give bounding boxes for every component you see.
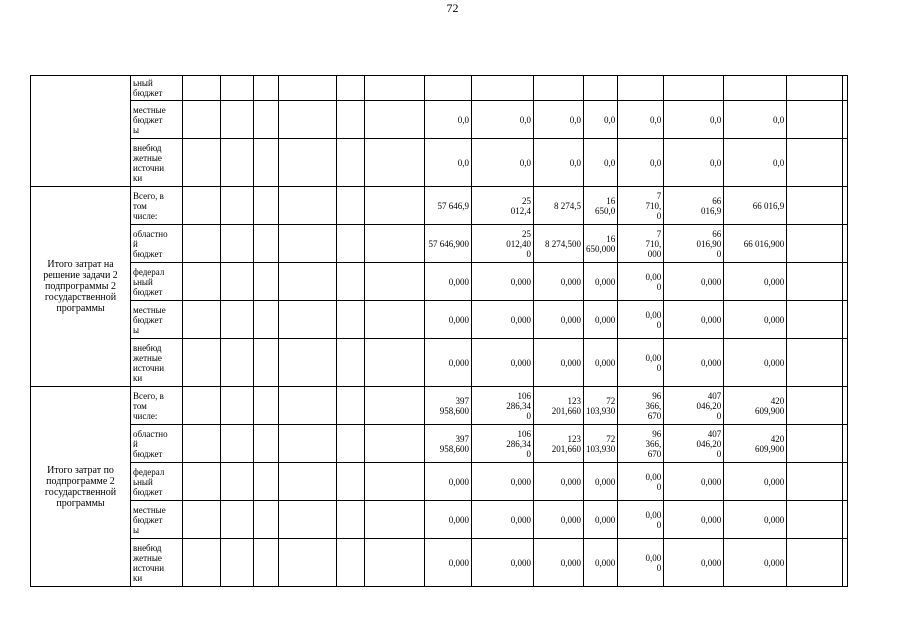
- value-cell: 407 046,20 0: [664, 387, 724, 425]
- empty-cell: [365, 263, 425, 301]
- empty-cell: [254, 463, 279, 501]
- empty-cell: [221, 387, 254, 425]
- empty-cell: [254, 387, 279, 425]
- empty-cell: [787, 339, 843, 387]
- empty-cell: [183, 539, 221, 587]
- value-cell: 0,000: [534, 463, 584, 501]
- empty-cell: [787, 425, 843, 463]
- value-cell: 0,00 0: [618, 539, 664, 587]
- value-cell: 420 609,900: [724, 387, 787, 425]
- empty-cell: [254, 187, 279, 225]
- empty-cell: [365, 463, 425, 501]
- empty-cell: [843, 501, 848, 539]
- empty-cell: [221, 76, 254, 101]
- value-cell: 0,000: [724, 501, 787, 539]
- empty-cell: [254, 263, 279, 301]
- empty-cell: [279, 225, 337, 263]
- page-number: 72: [446, 1, 459, 15]
- empty-cell: [365, 76, 425, 101]
- value-cell: 0,000: [584, 539, 618, 587]
- funding-source-cell: ьный бюджет: [131, 76, 183, 101]
- table-row: [31, 387, 848, 425]
- value-cell: 397 958,600: [425, 425, 472, 463]
- value-cell: 25 012,40 0: [472, 225, 534, 263]
- value-cell: 0,0: [664, 101, 724, 139]
- budget-table: [30, 75, 848, 587]
- empty-cell: [787, 263, 843, 301]
- empty-cell: [843, 101, 848, 139]
- empty-cell: [365, 225, 425, 263]
- empty-cell: [365, 425, 425, 463]
- value-cell: 0,0: [584, 139, 618, 187]
- empty-cell: [279, 187, 337, 225]
- empty-cell: [787, 76, 843, 101]
- value-cell: 0,000: [664, 501, 724, 539]
- value-cell: 0,0: [664, 139, 724, 187]
- empty-cell: [221, 339, 254, 387]
- empty-cell: [337, 101, 365, 139]
- value-cell: 0,000: [584, 301, 618, 339]
- empty-cell: [254, 539, 279, 587]
- empty-cell: [337, 425, 365, 463]
- table-row: [31, 539, 848, 587]
- value-cell: 0,000: [724, 339, 787, 387]
- value-cell: [664, 76, 724, 101]
- funding-source-cell: внебюд жетные источни ки: [131, 339, 183, 387]
- table-row: [31, 425, 848, 463]
- empty-cell: [843, 339, 848, 387]
- value-cell: [584, 76, 618, 101]
- value-cell: 96 366, 670: [618, 425, 664, 463]
- empty-cell: [254, 301, 279, 339]
- value-cell: 0,000: [664, 301, 724, 339]
- value-cell: 0,000: [425, 539, 472, 587]
- empty-cell: [254, 101, 279, 139]
- empty-cell: [365, 101, 425, 139]
- empty-cell: [221, 301, 254, 339]
- empty-cell: [843, 187, 848, 225]
- value-cell: [472, 76, 534, 101]
- value-cell: 0,00 0: [618, 501, 664, 539]
- empty-cell: [843, 387, 848, 425]
- empty-cell: [337, 225, 365, 263]
- empty-cell: [279, 387, 337, 425]
- value-cell: 0,000: [584, 463, 618, 501]
- empty-cell: [183, 225, 221, 263]
- empty-cell: [279, 539, 337, 587]
- empty-cell: [279, 463, 337, 501]
- value-cell: 0,000: [534, 501, 584, 539]
- empty-cell: [843, 139, 848, 187]
- empty-cell: [279, 339, 337, 387]
- value-cell: 0,000: [534, 539, 584, 587]
- empty-cell: [337, 501, 365, 539]
- value-cell: 407 046,20 0: [664, 425, 724, 463]
- table-row: [31, 139, 848, 187]
- empty-cell: [183, 263, 221, 301]
- empty-cell: [183, 301, 221, 339]
- empty-cell: [254, 339, 279, 387]
- table-row: [31, 225, 848, 263]
- empty-cell: [337, 301, 365, 339]
- funding-source-cell: областно й бюджет: [131, 425, 183, 463]
- value-cell: 7 710, 0: [618, 187, 664, 225]
- table-row: [31, 263, 848, 301]
- value-cell: 0,000: [472, 301, 534, 339]
- empty-cell: [843, 301, 848, 339]
- value-cell: 0,000: [584, 263, 618, 301]
- value-cell: 0,0: [724, 101, 787, 139]
- empty-cell: [221, 263, 254, 301]
- empty-cell: [337, 339, 365, 387]
- empty-cell: [787, 501, 843, 539]
- table-row: [31, 101, 848, 139]
- value-cell: 106 286,34 0: [472, 425, 534, 463]
- value-cell: 0,000: [724, 301, 787, 339]
- empty-cell: [843, 463, 848, 501]
- group-title-cell: Итого затрат на решение задачи 2 подпрограммы 2 государственной программы: [31, 187, 131, 387]
- value-cell: 16 650,0: [584, 187, 618, 225]
- value-cell: 8 274,500: [534, 225, 584, 263]
- value-cell: 0,000: [724, 539, 787, 587]
- funding-source-cell: федерал ьный бюджет: [131, 263, 183, 301]
- empty-cell: [221, 463, 254, 501]
- value-cell: 106 286,34 0: [472, 387, 534, 425]
- value-cell: 0,000: [472, 463, 534, 501]
- value-cell: 72 103,930: [584, 425, 618, 463]
- empty-cell: [337, 263, 365, 301]
- empty-cell: [843, 539, 848, 587]
- value-cell: 25 012,4: [472, 187, 534, 225]
- value-cell: 0,0: [724, 139, 787, 187]
- value-cell: 66 016,9: [724, 187, 787, 225]
- value-cell: 0,000: [664, 339, 724, 387]
- empty-cell: [221, 425, 254, 463]
- table-row: [31, 501, 848, 539]
- value-cell: 0,00 0: [618, 463, 664, 501]
- value-cell: 0,000: [664, 463, 724, 501]
- value-cell: 0,0: [618, 101, 664, 139]
- table-row: [31, 463, 848, 501]
- funding-source-cell: Всего, в том числе:: [131, 387, 183, 425]
- value-cell: 66 016,90 0: [664, 225, 724, 263]
- value-cell: 0,000: [425, 301, 472, 339]
- empty-cell: [183, 387, 221, 425]
- empty-cell: [279, 501, 337, 539]
- empty-cell: [183, 101, 221, 139]
- empty-cell: [254, 425, 279, 463]
- empty-cell: [365, 187, 425, 225]
- empty-cell: [221, 187, 254, 225]
- funding-source-cell: местные бюджет ы: [131, 101, 183, 139]
- empty-cell: [787, 301, 843, 339]
- empty-cell: [183, 339, 221, 387]
- value-cell: 0,00 0: [618, 301, 664, 339]
- value-cell: 0,0: [584, 101, 618, 139]
- funding-source-cell: федерал ьный бюджет: [131, 463, 183, 501]
- value-cell: 72 103,930: [584, 387, 618, 425]
- value-cell: 0,0: [534, 101, 584, 139]
- empty-cell: [254, 139, 279, 187]
- value-cell: [534, 76, 584, 101]
- value-cell: 0,000: [724, 263, 787, 301]
- empty-cell: [183, 139, 221, 187]
- value-cell: 16 650,000: [584, 225, 618, 263]
- value-cell: 66 016,9: [664, 187, 724, 225]
- empty-cell: [365, 139, 425, 187]
- value-cell: 0,000: [472, 539, 534, 587]
- funding-source-cell: внебюд жетные источни ки: [131, 139, 183, 187]
- value-cell: 0,0: [425, 101, 472, 139]
- value-cell: 0,000: [664, 539, 724, 587]
- value-cell: 0,0: [534, 139, 584, 187]
- value-cell: [724, 76, 787, 101]
- value-cell: 397 958,600: [425, 387, 472, 425]
- value-cell: 8 274,5: [534, 187, 584, 225]
- empty-cell: [365, 387, 425, 425]
- empty-cell: [787, 463, 843, 501]
- value-cell: 57 646,9: [425, 187, 472, 225]
- value-cell: 0,000: [472, 263, 534, 301]
- value-cell: 0,000: [472, 339, 534, 387]
- value-cell: 0,000: [534, 263, 584, 301]
- empty-cell: [183, 425, 221, 463]
- group-title-cell: [31, 76, 131, 187]
- empty-cell: [365, 301, 425, 339]
- value-cell: 0,000: [584, 339, 618, 387]
- empty-cell: [254, 76, 279, 101]
- empty-cell: [787, 539, 843, 587]
- empty-cell: [221, 225, 254, 263]
- empty-cell: [183, 501, 221, 539]
- empty-cell: [279, 101, 337, 139]
- value-cell: 0,000: [534, 339, 584, 387]
- empty-cell: [365, 539, 425, 587]
- empty-cell: [221, 101, 254, 139]
- value-cell: 0,0: [472, 139, 534, 187]
- empty-cell: [183, 76, 221, 101]
- empty-cell: [843, 76, 848, 101]
- value-cell: 0,000: [584, 501, 618, 539]
- value-cell: 66 016,900: [724, 225, 787, 263]
- empty-cell: [337, 539, 365, 587]
- empty-cell: [279, 425, 337, 463]
- empty-cell: [843, 225, 848, 263]
- empty-cell: [221, 501, 254, 539]
- value-cell: 123 201,660: [534, 425, 584, 463]
- value-cell: [425, 76, 472, 101]
- value-cell: 96 366, 670: [618, 387, 664, 425]
- value-cell: 0,000: [664, 263, 724, 301]
- value-cell: 0,00 0: [618, 339, 664, 387]
- empty-cell: [337, 387, 365, 425]
- empty-cell: [787, 101, 843, 139]
- empty-cell: [254, 501, 279, 539]
- empty-cell: [337, 139, 365, 187]
- value-cell: 0,000: [724, 463, 787, 501]
- empty-cell: [843, 263, 848, 301]
- funding-source-cell: местные бюджет ы: [131, 501, 183, 539]
- value-cell: 0,00 0: [618, 263, 664, 301]
- empty-cell: [337, 187, 365, 225]
- empty-cell: [787, 225, 843, 263]
- empty-cell: [221, 139, 254, 187]
- value-cell: 123 201,660: [534, 387, 584, 425]
- value-cell: [618, 76, 664, 101]
- value-cell: 0,000: [425, 339, 472, 387]
- value-cell: 0,000: [425, 501, 472, 539]
- value-cell: 0,0: [425, 139, 472, 187]
- value-cell: 0,000: [425, 463, 472, 501]
- empty-cell: [787, 139, 843, 187]
- empty-cell: [365, 501, 425, 539]
- value-cell: 7 710, 000: [618, 225, 664, 263]
- empty-cell: [787, 387, 843, 425]
- value-cell: 420 609,900: [724, 425, 787, 463]
- empty-cell: [279, 76, 337, 101]
- empty-cell: [843, 425, 848, 463]
- empty-cell: [183, 187, 221, 225]
- funding-source-cell: Всего, в том числе:: [131, 187, 183, 225]
- empty-cell: [279, 301, 337, 339]
- empty-cell: [337, 463, 365, 501]
- value-cell: 0,0: [472, 101, 534, 139]
- funding-source-cell: внебюд жетные источни ки: [131, 539, 183, 587]
- funding-source-cell: местные бюджет ы: [131, 301, 183, 339]
- empty-cell: [221, 539, 254, 587]
- table-row: [31, 339, 848, 387]
- empty-cell: [254, 225, 279, 263]
- table-row: [31, 187, 848, 225]
- group-title-cell: Итого затрат по подпрограмме 2 государственной программы: [31, 387, 131, 587]
- empty-cell: [337, 76, 365, 101]
- value-cell: 0,000: [472, 501, 534, 539]
- empty-cell: [279, 139, 337, 187]
- empty-cell: [365, 339, 425, 387]
- table-row: [31, 301, 848, 339]
- empty-cell: [183, 463, 221, 501]
- value-cell: 0,000: [425, 263, 472, 301]
- table-row: [31, 76, 848, 101]
- value-cell: 57 646,900: [425, 225, 472, 263]
- funding-source-cell: областно й бюджет: [131, 225, 183, 263]
- value-cell: 0,0: [618, 139, 664, 187]
- value-cell: 0,000: [534, 301, 584, 339]
- empty-cell: [279, 263, 337, 301]
- empty-cell: [787, 187, 843, 225]
